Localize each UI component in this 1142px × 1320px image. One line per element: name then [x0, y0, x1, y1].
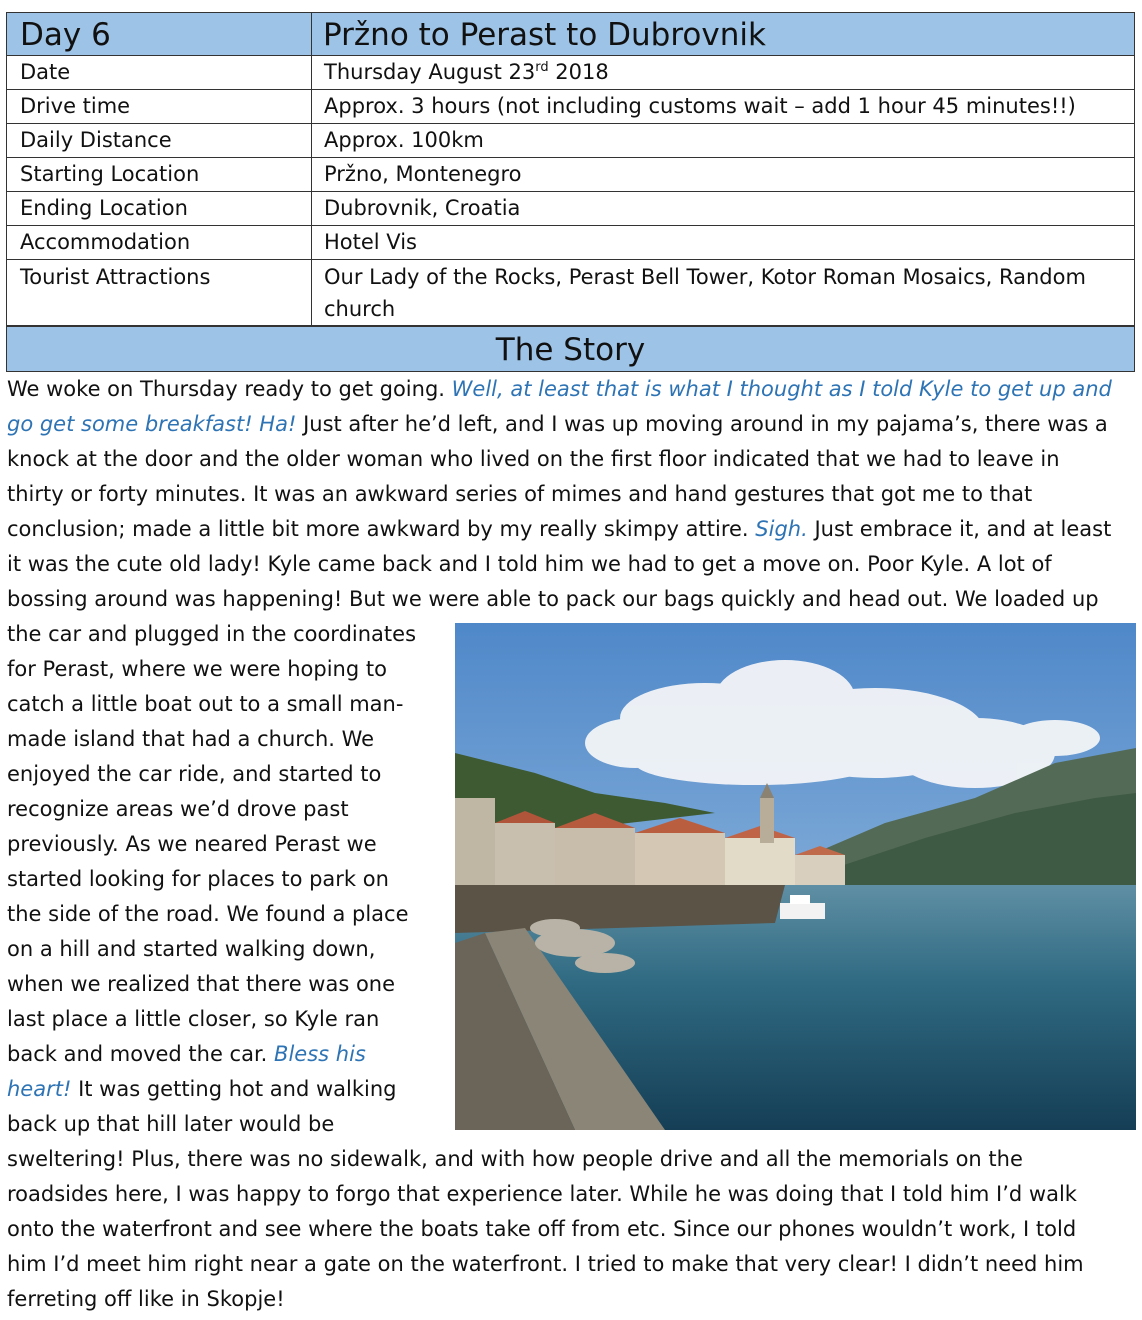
- story-line: catch a little boat out to a small man-: [7, 692, 404, 716]
- story-line: roadsides here, I was happy to forgo that experience later. While he was doing that I told him I’d walk: [7, 1182, 1077, 1206]
- story-line: the side of the road. We found a place: [7, 902, 409, 926]
- story-line: onto the waterfront and see where the boats take off from etc. Since our phones wouldn’t work, I told: [7, 1217, 1077, 1241]
- row-label: Drive time: [7, 90, 312, 124]
- date-text: Thursday August 23: [324, 60, 536, 84]
- story-line: when we realized that there was one: [7, 972, 396, 996]
- date-suffix: rd: [535, 60, 549, 75]
- trip-info-table: [6, 12, 1135, 326]
- row-label: Starting Location: [7, 158, 312, 192]
- row-value: [312, 260, 1135, 326]
- row-label: Date: [7, 56, 312, 90]
- text-run: Just after he’d left, and I was up moving around in my pajama’s, there was a: [296, 412, 1108, 436]
- row-label: Ending Location: [7, 192, 312, 226]
- date-year: 2018: [548, 60, 609, 84]
- story-line: knock at the door and the older woman who lived on the first floor indicated that we had to leave in: [7, 447, 1060, 471]
- attractions-line-1: Our Lady of the Rocks, Perast Bell Tower, Kotor Roman Mosaics, Random: [324, 265, 1086, 289]
- story-line: [7, 372, 1142, 407]
- row-label: Accommodation: [7, 226, 312, 260]
- table-header-row: [7, 13, 1135, 56]
- story-line: him I’d meet him right near a gate on the waterfront. I tried to make that very clear! I didn’t need him: [7, 1252, 1084, 1276]
- story-line: started looking for places to park on: [7, 867, 389, 891]
- story-line: bossing around was happening! But we were able to pack our bags quickly and head out. We loaded up: [7, 587, 1099, 611]
- story-line: [7, 512, 1142, 547]
- aside-text: Sigh.: [755, 517, 808, 541]
- attractions-line-2: church: [324, 297, 396, 321]
- story-line: for Perast, where we were hoping to: [7, 657, 387, 681]
- table-row: [7, 192, 1135, 226]
- aside-text: heart!: [7, 1077, 72, 1101]
- story-line: recognize areas we’d drove past: [7, 797, 349, 821]
- text-run: We woke on Thursday ready to get going.: [7, 377, 452, 401]
- story-line: ferreting off like in Skopje!: [7, 1287, 285, 1311]
- story-line: the car and plugged in the coordinates: [7, 622, 417, 646]
- story-line: thirty or forty minutes. It was an awkward series of mimes and hand gestures that got me to that: [7, 482, 1033, 506]
- aside-text: Bless his: [274, 1042, 366, 1066]
- story-line: on a hill and started walking down,: [7, 937, 376, 961]
- story-line: enjoyed the car ride, and started to: [7, 762, 382, 786]
- row-value: Approx. 100km: [312, 124, 1135, 158]
- aside-text: Well, at least that is what I thought as I told Kyle to get up and: [451, 377, 1112, 401]
- row-label: Daily Distance: [7, 124, 312, 158]
- table-row: [7, 226, 1135, 260]
- aside-text: go get some breakfast! Ha!: [7, 412, 297, 436]
- row-label: Tourist Attractions: [7, 260, 312, 326]
- row-value: Approx. 3 hours (not including customs wait – add 1 hour 45 minutes!!): [312, 90, 1135, 124]
- story-line: it was the cute old lady! Kyle came back and I told him we had to get a move on. Poor Kyle. A lot of: [7, 552, 1052, 576]
- story-line: [7, 407, 1142, 442]
- perast-waterfront-photo: [455, 623, 1136, 1130]
- day-label: Day 6: [7, 13, 312, 56]
- text-run: Just embrace it, and at least: [807, 517, 1112, 541]
- text-run: It was getting hot and walking: [71, 1077, 397, 1101]
- row-value: Hotel Vis: [312, 226, 1135, 260]
- row-value: [312, 56, 1135, 90]
- table-row: [7, 260, 1135, 326]
- table-row: [7, 124, 1135, 158]
- table-row: [7, 56, 1135, 90]
- row-value: Pržno, Montenegro: [312, 158, 1135, 192]
- table-row: [7, 90, 1135, 124]
- story-line: previously. As we neared Perast we: [7, 832, 377, 856]
- text-run: back and moved the car.: [7, 1042, 275, 1066]
- row-value: Dubrovnik, Croatia: [312, 192, 1135, 226]
- table-row: [7, 158, 1135, 192]
- route-title: Pržno to Perast to Dubrovnik: [312, 13, 1135, 56]
- story-line: back up that hill later would be: [7, 1112, 335, 1136]
- story-line: last place a little closer, so Kyle ran: [7, 1007, 380, 1031]
- story-heading: The Story: [6, 326, 1135, 372]
- story-line: sweltering! Plus, there was no sidewalk, and with how people drive and all the memorials on the: [7, 1147, 1023, 1171]
- text-run: conclusion; made a little bit more awkward by my really skimpy attire.: [7, 517, 756, 541]
- story-line: made island that had a church. We: [7, 727, 375, 751]
